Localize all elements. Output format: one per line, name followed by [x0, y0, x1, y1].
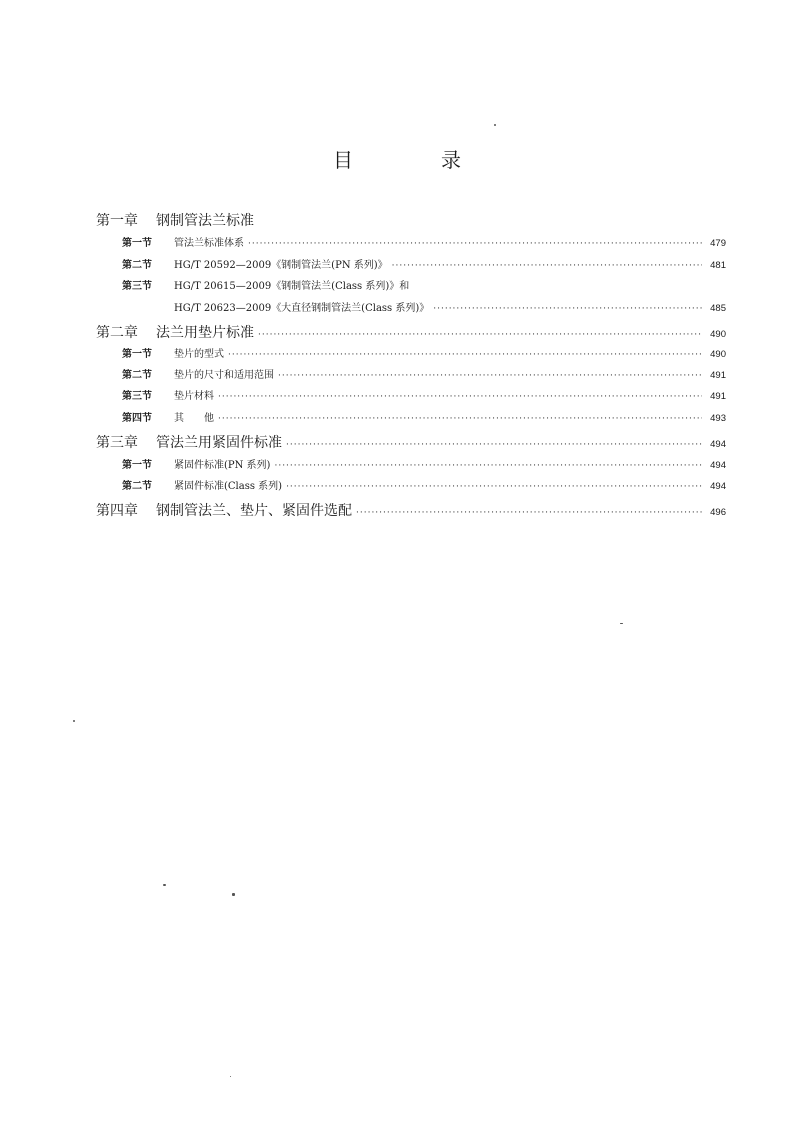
section-label: 第四节: [122, 413, 152, 424]
toc-chapter: [96, 210, 726, 228]
toc-section: [96, 277, 726, 295]
section-title: 紧固件标准(Class 系列): [174, 481, 283, 492]
section-label: 第一节: [122, 238, 152, 249]
section-title: HG/T 20623—2009《大直径钢制管法兰(Class 系列)》: [174, 303, 430, 314]
scan-speck: [230, 1076, 231, 1077]
page-number: 493: [710, 413, 726, 424]
toc-chapter: [96, 432, 726, 450]
toc-chapter: [96, 322, 726, 340]
toc-section: [96, 456, 726, 474]
section-title: HG/T 20615—2009《钢制管法兰(Class 系列)》和: [174, 281, 410, 292]
chapter-label: 第二章: [96, 325, 138, 341]
toc-chapter: [96, 500, 726, 518]
section-title: 垫片材料: [174, 391, 214, 402]
toc-section: [96, 477, 726, 495]
scan-speck: [73, 720, 75, 722]
toc-section: [96, 387, 726, 405]
page-number: 494: [710, 460, 726, 471]
section-label: 第一节: [122, 349, 152, 360]
page-number: 479: [710, 238, 726, 249]
page-number: 490: [710, 329, 726, 340]
section-title: 垫片的尺寸和适用范围: [174, 370, 274, 381]
section-label: 第三节: [122, 281, 152, 292]
section-label: 第一节: [122, 460, 152, 471]
toc-section: [96, 256, 726, 274]
chapter-title: 法兰用垫片标准: [156, 325, 254, 341]
section-label: 第二节: [122, 481, 152, 492]
toc-section-continuation: [96, 299, 726, 317]
leader-dots: [392, 261, 702, 271]
leader-dots: [218, 392, 702, 402]
page-number: 491: [710, 391, 726, 402]
chapter-label: 第四章: [96, 503, 138, 519]
leader-dots: [286, 482, 702, 492]
leader-dots: [433, 304, 702, 314]
section-title: 管法兰标准体系: [174, 238, 244, 249]
section-title: 垫片的型式: [174, 349, 224, 360]
page-number: 481: [710, 260, 726, 271]
section-title: 其 他: [174, 413, 214, 424]
scan-speck: [163, 884, 166, 886]
leader-dots: [356, 508, 702, 518]
leader-dots: [248, 239, 702, 249]
page-number: 491: [710, 370, 726, 381]
page-number: 485: [710, 303, 726, 314]
chapter-title: 钢制管法兰标准: [156, 213, 254, 229]
chapter-label: 第一章: [96, 213, 138, 229]
leader-dots: [258, 330, 702, 340]
leader-dots: [274, 461, 702, 471]
page-number: 494: [710, 481, 726, 492]
section-label: 第三节: [122, 391, 152, 402]
toc-section: [96, 409, 726, 427]
chapter-label: 第三章: [96, 435, 138, 451]
section-label: 第二节: [122, 370, 152, 381]
scan-speck: [494, 124, 496, 126]
toc-section: [96, 366, 726, 384]
toc-section: [96, 234, 726, 252]
page-number: 496: [710, 507, 726, 518]
section-label: 第二节: [122, 260, 152, 271]
scan-speck: [232, 893, 235, 896]
section-title: HG/T 20592—2009《钢制管法兰(PN 系列)》: [174, 260, 388, 271]
leader-dots: [286, 440, 702, 450]
chapter-title: 管法兰用紧固件标准: [156, 435, 282, 451]
page-title: 目 录: [333, 148, 495, 172]
page-number: 490: [710, 349, 726, 360]
toc-section: [96, 345, 726, 363]
leader-dots: [218, 414, 702, 424]
section-title: 紧固件标准(PN 系列): [174, 460, 271, 471]
scan-speck: [620, 623, 623, 624]
leader-dots: [228, 350, 702, 360]
chapter-title: 钢制管法兰、垫片、紧固件选配: [156, 503, 352, 519]
page-number: 494: [710, 439, 726, 450]
leader-dots: [278, 371, 702, 381]
